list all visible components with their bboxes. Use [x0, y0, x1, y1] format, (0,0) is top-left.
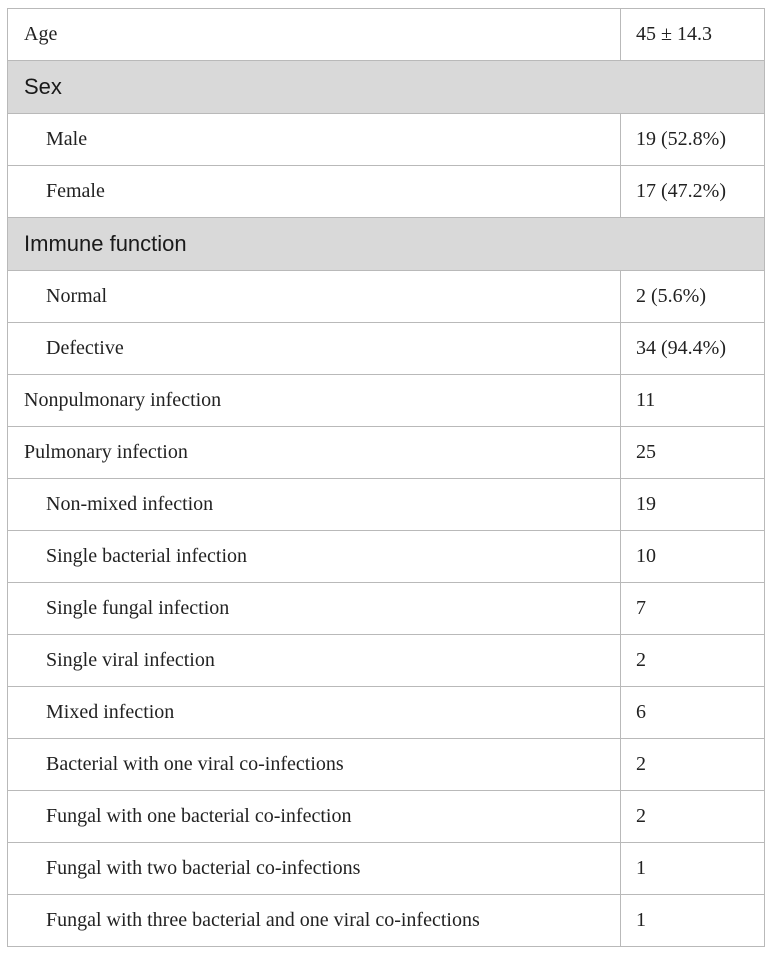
table-row	[8, 739, 764, 791]
row-label-cell: Pulmonary infection	[8, 427, 621, 478]
row-value-cell: 1	[636, 857, 646, 879]
table-row	[8, 583, 764, 635]
row-value-cell: 2	[636, 805, 646, 827]
row-label-cell: Male	[8, 114, 621, 165]
table-row	[8, 271, 764, 323]
section-header-label: Immune function	[24, 231, 187, 256]
row-label-cell: Age	[8, 9, 621, 60]
section-header-row	[8, 61, 764, 114]
row-label-cell: Bacterial with one viral co-infections	[8, 739, 621, 790]
row-label-cell: Female	[8, 166, 621, 217]
table-row	[8, 895, 764, 947]
row-value-cell: 17 (47.2%)	[636, 180, 726, 202]
row-value-cell: 19	[636, 493, 656, 515]
row-label-cell: Normal	[8, 271, 621, 322]
row-value-cell: 10	[636, 545, 656, 567]
row-label-cell: Fungal with three bacterial and one viral co-infections	[8, 895, 621, 946]
row-value-cell: 2	[636, 649, 646, 671]
row-label-cell: Non-mixed infection	[8, 479, 621, 530]
row-value-cell: 2	[636, 753, 646, 775]
row-label-cell: Fungal with two bacterial co-infections	[8, 843, 621, 894]
table-row	[8, 479, 764, 531]
row-value-cell: 45 ± 14.3	[636, 23, 712, 45]
row-label-cell: Fungal with one bacterial co-infection	[8, 791, 621, 842]
row-value-cell: 11	[636, 389, 656, 411]
row-label-cell: Single bacterial infection	[8, 531, 621, 582]
row-value-cell: 7	[636, 597, 646, 619]
table-row	[8, 9, 764, 61]
row-value-cell: 2 (5.6%)	[636, 285, 706, 307]
table-row	[8, 323, 764, 375]
table-row	[8, 791, 764, 843]
row-label-cell: Single fungal infection	[8, 583, 621, 634]
row-value-cell: 1	[636, 909, 646, 931]
row-label-cell: Nonpulmonary infection	[8, 375, 621, 426]
section-header-row	[8, 218, 764, 271]
row-value-cell: 6	[636, 701, 646, 723]
table-row	[8, 375, 764, 427]
table-row	[8, 531, 764, 583]
section-header-label: Sex	[24, 74, 62, 99]
table-row	[8, 843, 764, 895]
patient-characteristics-table	[7, 8, 765, 947]
table-row	[8, 166, 764, 218]
table-row	[8, 427, 764, 479]
row-value-cell: 25	[636, 441, 656, 463]
row-label-cell: Mixed infection	[8, 687, 621, 738]
row-label-cell: Defective	[8, 323, 621, 374]
table-row	[8, 635, 764, 687]
row-value-cell: 19 (52.8%)	[636, 128, 726, 150]
table-row	[8, 114, 764, 166]
row-value-cell: 34 (94.4%)	[636, 337, 726, 359]
table-row	[8, 687, 764, 739]
row-label-cell: Single viral infection	[8, 635, 621, 686]
